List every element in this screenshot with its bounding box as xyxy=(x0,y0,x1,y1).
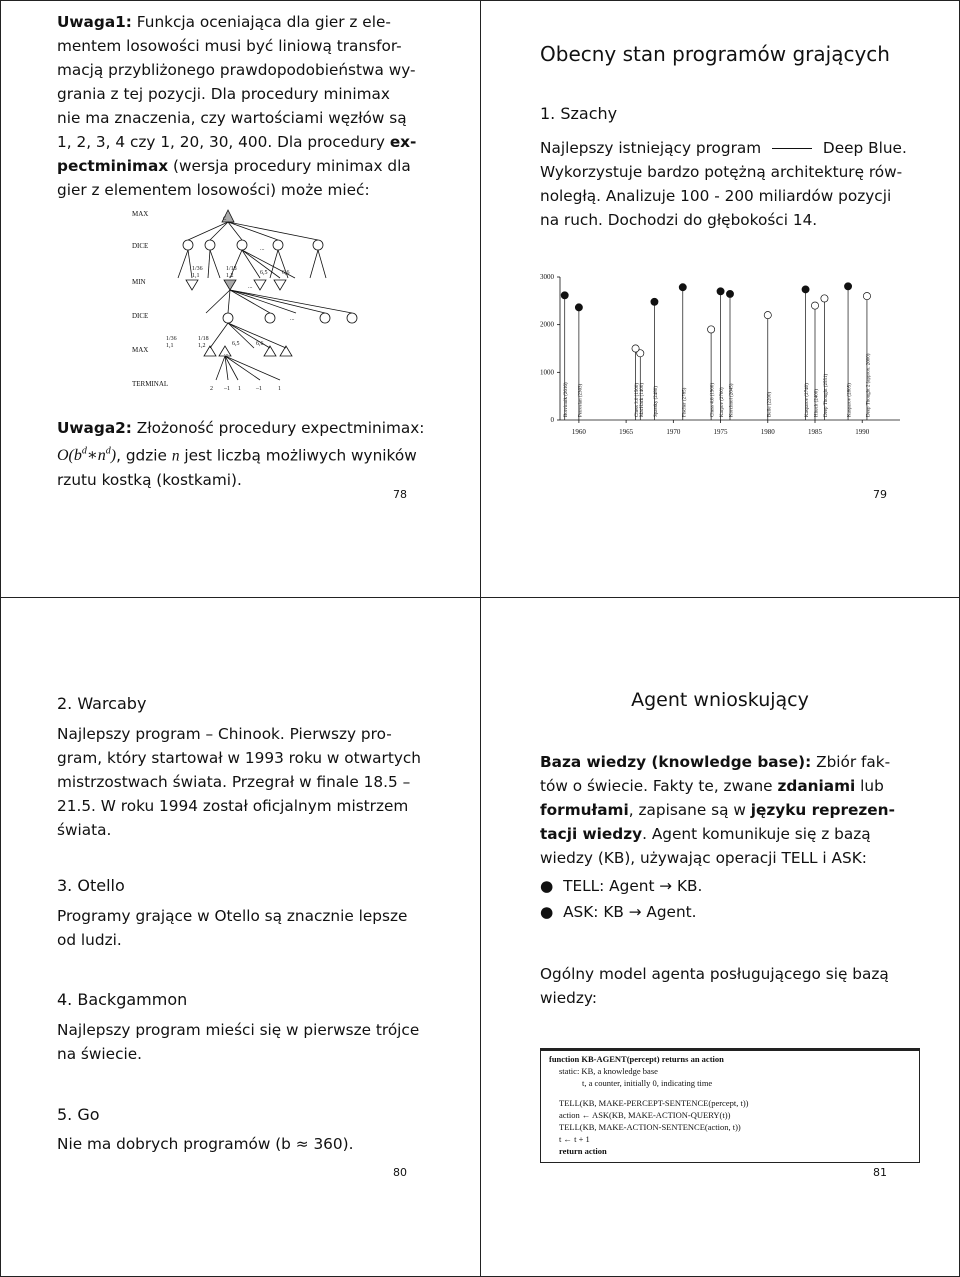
y-tick-label: 3000 xyxy=(540,273,554,281)
othello-line: Programy grające w Otello są znacznie lepsze xyxy=(57,907,408,925)
page-number: 81 xyxy=(873,1166,887,1179)
slide-title: Obecny stan programów grających xyxy=(540,42,890,66)
page-number: 80 xyxy=(393,1166,407,1179)
tree-level-label: DICE xyxy=(132,242,149,250)
y-tick-label: 1000 xyxy=(540,368,554,377)
algorithm-line: t, a counter, initially 0, indicating time xyxy=(582,1078,713,1088)
uwaga2-label: Uwaga2: xyxy=(57,419,132,437)
uwaga1-line: nie ma znaczenia, czy wartościami węzłów są xyxy=(57,109,407,127)
tree-ellipsis: ... xyxy=(260,246,265,252)
rating-label: Kasparov (2805) xyxy=(847,383,853,417)
uwaga1-line: 1, 2, 3, 4 czy 1, 20, 30, 400. Dla procedury xyxy=(57,133,385,151)
complexity-formula: O(b xyxy=(57,447,82,465)
min-node xyxy=(274,280,286,290)
complexity-formula: ∗n xyxy=(86,447,106,465)
terminal-value: 1 xyxy=(278,386,281,392)
rating-point xyxy=(764,312,771,319)
tree-level-label: MAX xyxy=(132,210,149,218)
variable-n: n xyxy=(171,447,180,465)
kb-text: Zbiór fak- xyxy=(816,753,891,771)
rating-label: Kasparov (2740) xyxy=(805,383,811,417)
backgammon-line: Najlepszy program mieści się w pierwsze trójce xyxy=(57,1021,420,1039)
chess-line: na ruch. Dochodzi do głębokości 14. xyxy=(540,211,818,229)
backgammon-line: na świecie. xyxy=(57,1045,143,1063)
algorithm-line: TELL(KB, MAKE-ACTION-SENTENCE(action, t)) xyxy=(559,1122,741,1132)
go-line: Nie ma dobrych programów (b ≈ 360). xyxy=(57,1135,354,1153)
tree-prob: 1/36 xyxy=(192,266,203,272)
kb-term: języku reprezen- xyxy=(750,801,895,819)
tree-prob: 1,2 xyxy=(198,343,206,349)
list-item xyxy=(540,903,702,929)
dash-rule xyxy=(772,148,812,149)
tree-prob: 1,2 xyxy=(226,273,234,279)
rating-point xyxy=(863,292,870,299)
kb-text: lub xyxy=(860,777,884,795)
complexity-formula: d xyxy=(105,446,111,457)
bullet-icon: ● xyxy=(540,903,554,921)
rating-point xyxy=(821,295,828,302)
operations-list xyxy=(540,877,702,929)
rating-label: Fischer (2785) xyxy=(682,387,688,417)
chess-paragraph xyxy=(540,136,940,232)
complexity-formula: ) xyxy=(110,447,117,465)
chance-node xyxy=(273,240,283,250)
checkers-line: Najlepszy program – Chinook. Pierwszy pro- xyxy=(57,725,392,743)
x-tick-label: 1970 xyxy=(666,428,681,436)
tree-prob: 1,1 xyxy=(192,273,200,279)
tree-level-label: TERMINAL xyxy=(132,380,169,388)
checkers-line: 21.5. W roku 1994 został oficjalnym mistrzem xyxy=(57,797,409,815)
algorithm-line: function KB-AGENT(percept) returns an action xyxy=(549,1054,724,1064)
min-node xyxy=(254,280,266,290)
expectiminimax-tree xyxy=(120,200,460,400)
terminal-value: 1 xyxy=(238,386,241,392)
terminal-value: 2 xyxy=(210,386,213,392)
kb-term: tacji wiedzy xyxy=(540,825,643,843)
chess-line: Wykorzystuje bardzo potężną architekturę rów- xyxy=(540,163,903,181)
terminal-value: –1 xyxy=(256,386,262,392)
algorithm-line: TELL(KB, MAKE-PERCEPT-SENTENCE(percept, t)) xyxy=(559,1098,749,1108)
rating-label: Chess 3.0 (1500) xyxy=(635,382,641,417)
rating-point xyxy=(708,326,715,333)
section-heading: 4. Backgammon xyxy=(57,990,188,1009)
rating-label: Spassky (2480) xyxy=(653,386,659,417)
chance-node xyxy=(205,240,215,250)
rating-point xyxy=(679,284,686,291)
uwaga2-line: rzutu kostką (kostkami). xyxy=(57,471,242,490)
y-tick-label: 2000 xyxy=(540,320,554,329)
chance-node xyxy=(223,313,233,323)
checkers-paragraph xyxy=(57,722,457,842)
kb-term: formułami xyxy=(540,801,629,819)
section-heading: 3. Otello xyxy=(57,876,125,895)
complexity-formula: d xyxy=(81,446,87,457)
rating-point xyxy=(651,298,658,305)
chance-node xyxy=(183,240,193,250)
chess-line: Deep Blue. xyxy=(822,139,907,157)
rating-label: Hitech (2400) xyxy=(814,389,820,417)
uwaga2-line: jest liczbą możliwych wyników xyxy=(184,446,417,465)
rating-point xyxy=(561,292,568,299)
tree-prob: 6,5 xyxy=(232,341,240,347)
rating-label: Karpov (2700) xyxy=(720,387,726,417)
algorithm-spacer xyxy=(549,1089,911,1097)
uwaga1-line: macją przybliżonego prawdopodobieństwa wy- xyxy=(57,61,416,79)
rating-point xyxy=(811,302,818,309)
kb-paragraph xyxy=(540,750,925,870)
list-item xyxy=(540,877,702,903)
chance-node xyxy=(265,313,275,323)
uwaga1-line: grania z tej pozycji. Dla procedury minimax xyxy=(57,85,390,103)
uwaga1-line: Funkcja oceniająca dla gier z ele- xyxy=(136,13,391,31)
chess-line: noległą. Analizuje 100 - 200 miliardów pozycji xyxy=(540,187,892,205)
uwaga2-paragraph xyxy=(57,416,467,492)
tree-prob: 1/36 xyxy=(166,336,177,342)
general-model-paragraph xyxy=(540,962,940,1010)
bullet-icon: ● xyxy=(540,877,554,895)
min-node xyxy=(186,280,198,290)
tree-prob: 6,5 xyxy=(260,270,268,276)
uwaga1-line: (wersja procedury minimax dla xyxy=(173,157,411,175)
rating-label: Chess 4.6 (1900) xyxy=(710,382,716,417)
y-tick-label: 0 xyxy=(550,416,554,424)
kb-text: , zapisane są w xyxy=(628,801,746,819)
tree-level-label: MIN xyxy=(132,278,146,286)
othello-line: od ludzi. xyxy=(57,931,122,949)
chess-line: Najlepszy istniejący program xyxy=(540,139,762,157)
rating-point xyxy=(717,288,724,295)
chance-node xyxy=(320,313,330,323)
uwaga1-bold: ex- xyxy=(389,133,417,151)
chance-node xyxy=(237,240,247,250)
max-node xyxy=(264,346,276,356)
tree-prob: 1/18 xyxy=(198,336,209,342)
uwaga1-paragraph xyxy=(57,10,457,202)
rating-label: MacHack (1400) xyxy=(639,382,645,417)
section-heading: 1. Szachy xyxy=(540,104,618,123)
x-tick-label: 1975 xyxy=(713,428,728,436)
page-number: 79 xyxy=(873,488,887,501)
algorithm-line: t ← t + 1 xyxy=(559,1134,590,1144)
rating-point xyxy=(575,304,582,311)
uwaga1-label: Uwaga1: xyxy=(57,13,132,31)
algorithm-line: return action xyxy=(559,1146,607,1156)
kb-text: wiedzy (KB), używając operacji TELL i ASK: xyxy=(540,849,867,867)
tree-level-label: DICE xyxy=(132,312,149,320)
chance-node xyxy=(347,313,357,323)
x-tick-label: 1980 xyxy=(760,428,775,436)
rating-label: Botvinnik (2616) xyxy=(564,382,570,417)
min-node xyxy=(224,280,236,290)
kb-term: zdaniami xyxy=(777,777,856,795)
section-heading: 2. Warcaby xyxy=(57,694,147,713)
rating-label: Belle (2200) xyxy=(767,391,773,417)
max-node xyxy=(280,346,292,356)
rating-point xyxy=(802,286,809,293)
checkers-line: mistrzostwach świata. Przegrał w finale 18.5 – xyxy=(57,773,411,791)
list-item-label: TELL: Agent → KB. xyxy=(563,877,703,895)
page-number: 78 xyxy=(393,488,407,501)
rating-point xyxy=(726,290,733,297)
rating-label: Petrosian (2363) xyxy=(578,383,584,417)
x-tick-label: 1960 xyxy=(571,428,586,436)
checkers-line: gram, który startował w 1993 roku w otwartych xyxy=(57,749,421,767)
chess-ratings-chart xyxy=(530,265,930,450)
rating-label: Deep Thought (2551) xyxy=(823,373,829,417)
rating-point xyxy=(844,283,851,290)
general-line: Ogólny model agenta posługującego się bazą xyxy=(540,965,889,983)
general-line: wiedzy: xyxy=(540,989,598,1007)
terminal-value: –1 xyxy=(224,386,230,392)
kb-term: Baza wiedzy (knowledge base): xyxy=(540,753,812,771)
chance-label: C xyxy=(223,217,227,222)
x-tick-label: 1990 xyxy=(855,428,870,436)
uwaga1-bold: pectminimax xyxy=(57,157,169,175)
checkers-line: świata. xyxy=(57,821,112,839)
uwaga2-line: , gdzie xyxy=(116,446,167,465)
tree-prob: 1/18 xyxy=(226,266,237,272)
tree-prob: 1,1 xyxy=(166,343,174,349)
x-tick-label: 1985 xyxy=(808,428,822,436)
tree-level-label: MAX xyxy=(132,346,149,354)
kb-text: . Agent komunikuje się z bazą xyxy=(642,825,871,843)
tree-ellipsis: ... xyxy=(248,284,253,290)
list-item-label: ASK: KB → Agent. xyxy=(563,903,697,921)
tree-prob: 6,6 xyxy=(256,341,264,347)
tree-ellipsis: ... xyxy=(224,351,229,357)
algorithm-line: static: KB, a knowledge base xyxy=(559,1066,658,1076)
uwaga2-line: Złożoność procedury expectminimax: xyxy=(136,419,425,437)
tree-ellipsis: ... xyxy=(290,316,295,322)
uwaga1-line: gier z elementem losowości) może mieć: xyxy=(57,181,370,199)
backgammon-paragraph xyxy=(57,1018,467,1066)
rating-label: Korchnoi (2645) xyxy=(729,383,735,417)
tree-prob: 6,6 xyxy=(282,270,290,276)
othello-paragraph xyxy=(57,904,457,952)
chance-node xyxy=(313,240,323,250)
kb-text: tów o świecie. Fakty te, zwane xyxy=(540,777,773,795)
rating-point xyxy=(632,345,639,352)
algorithm-line: action ← ASK(KB, MAKE-ACTION-QUERY(t)) xyxy=(559,1110,731,1120)
x-tick-label: 1965 xyxy=(619,428,634,436)
section-heading: 5. Go xyxy=(57,1105,100,1124)
kb-agent-algorithm xyxy=(540,1048,920,1163)
rating-label: Deep Thought 2 (approx. 2600) xyxy=(866,353,872,417)
uwaga1-line: mentem losowości musi być liniową transfor- xyxy=(57,37,402,55)
slide-title: Agent wnioskujący xyxy=(631,689,809,711)
